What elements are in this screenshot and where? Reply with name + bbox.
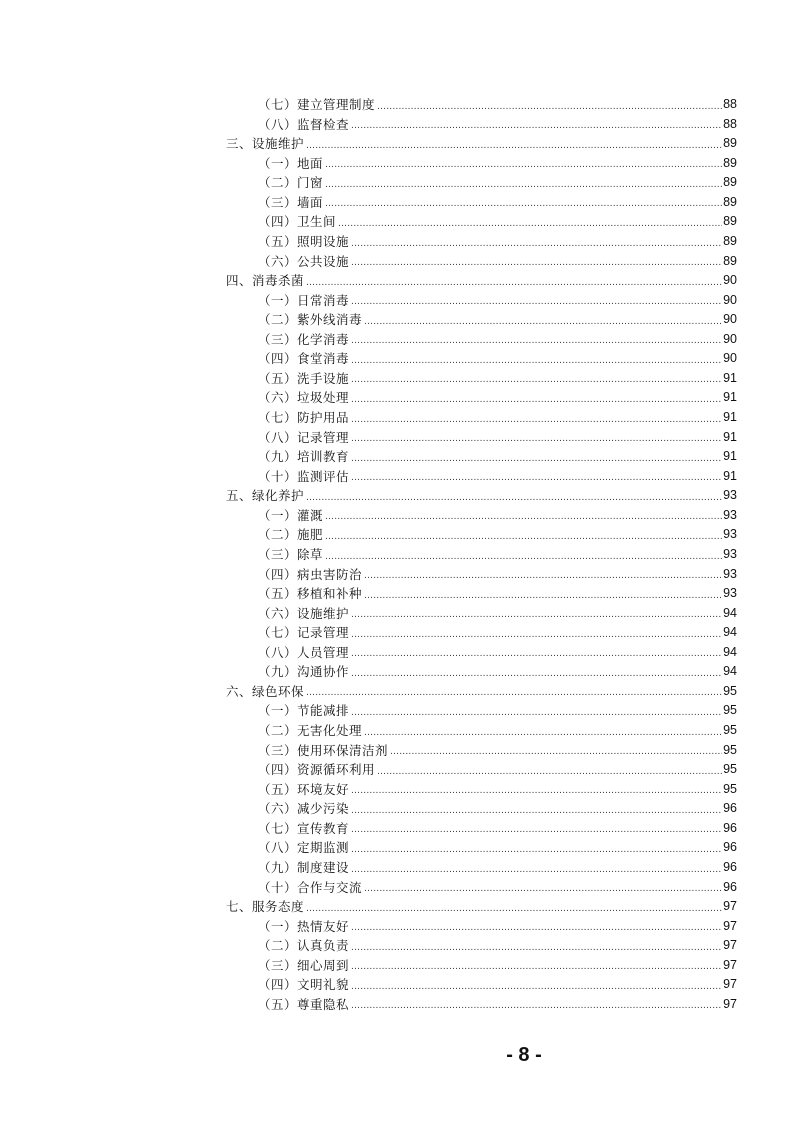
toc-entry-page: 93	[723, 546, 737, 561]
toc-entry-title: （八）记录管理	[258, 429, 350, 445]
dot-leader	[325, 510, 722, 525]
toc-entry-title: （六）垃圾处理	[258, 390, 350, 406]
toc-entry-page: 91	[723, 429, 737, 444]
dot-leader	[306, 902, 722, 917]
toc-entry-title: （八）定期监测	[258, 840, 350, 856]
dot-leader	[351, 863, 722, 878]
toc-subsection-entry[interactable]	[226, 936, 737, 956]
toc-subsection-entry[interactable]	[226, 799, 737, 819]
toc-subsection-entry[interactable]	[226, 975, 737, 995]
toc-subsection-entry[interactable]	[226, 878, 737, 898]
toc-entry-page: 91	[723, 449, 737, 464]
toc-entry-title: （六）减少污染	[258, 801, 350, 817]
dot-leader	[351, 843, 722, 858]
toc-subsection-entry[interactable]	[226, 995, 737, 1015]
dot-leader	[351, 628, 722, 643]
toc-entry-page: 97	[723, 918, 737, 933]
dot-leader	[351, 823, 722, 838]
dot-leader	[351, 373, 722, 388]
toc-entry-page: 96	[723, 879, 737, 894]
dot-leader	[351, 452, 722, 467]
toc-section-entry[interactable]	[226, 134, 737, 154]
toc-entry-page: 96	[723, 801, 737, 816]
toc-subsection-entry[interactable]	[226, 173, 737, 193]
toc-subsection-entry[interactable]	[226, 369, 737, 389]
toc-entry-page: 97	[723, 996, 737, 1011]
toc-entry-title: （九）沟通协作	[258, 664, 350, 680]
dot-leader	[351, 295, 722, 310]
toc-entry-page: 95	[723, 742, 737, 757]
toc-subsection-entry[interactable]	[226, 349, 737, 369]
dot-leader	[351, 784, 722, 799]
toc-entry-page: 93	[723, 586, 737, 601]
dot-leader	[306, 139, 722, 154]
toc-entry-page: 91	[723, 468, 737, 483]
toc-entry-title: （二）认真负责	[258, 938, 350, 954]
toc-subsection-entry[interactable]	[226, 819, 737, 839]
toc-entry-title: （五）洗手设施	[258, 370, 350, 386]
toc-subsection-entry[interactable]	[226, 858, 737, 878]
toc-subsection-entry[interactable]	[226, 447, 737, 467]
toc-entry-title: （三）使用环保清洁剂	[258, 742, 389, 758]
toc-entry-title: （六）设施维护	[258, 605, 350, 621]
toc-subsection-entry[interactable]	[226, 565, 737, 585]
toc-entry-title: （七）建立管理制度	[258, 97, 376, 112]
toc-entry-title: （五）照明设施	[258, 233, 350, 249]
toc-entry-page: 91	[723, 370, 737, 385]
toc-entry-title: （三）除草	[258, 546, 324, 562]
toc-entry-title: （七）宣传教育	[258, 820, 350, 836]
toc-entry-title: （五）环境友好	[258, 781, 350, 797]
dot-leader	[351, 334, 722, 349]
toc-subsection-entry[interactable]	[226, 917, 737, 937]
toc-entry-title: （八）人员管理	[258, 644, 350, 660]
page-number: - 8 -	[506, 1044, 542, 1066]
toc-entry-page: 95	[723, 762, 737, 777]
toc-subsection-entry[interactable]	[226, 95, 737, 115]
toc-entry-title: （五）尊重隐私	[258, 996, 350, 1012]
toc-subsection-entry[interactable]	[226, 330, 737, 350]
dot-leader	[351, 999, 722, 1014]
toc-subsection-entry[interactable]	[226, 428, 737, 448]
toc-subsection-entry[interactable]	[226, 604, 737, 624]
dot-leader	[364, 315, 722, 330]
toc-entry-page: 95	[723, 703, 737, 718]
toc-subsection-entry[interactable]	[226, 291, 737, 311]
dot-leader	[351, 256, 722, 271]
toc-entry-title: 五、绿化养护	[226, 488, 305, 504]
dot-leader	[364, 882, 722, 897]
toc-subsection-entry[interactable]	[226, 584, 737, 604]
toc-entry-title: （三）细心周到	[258, 957, 350, 973]
toc-entry-page: 93	[723, 527, 737, 542]
toc-entry-title: （四）卫生间	[258, 214, 337, 230]
dot-leader	[351, 921, 722, 936]
dot-leader	[351, 608, 722, 623]
toc-subsection-entry[interactable]	[226, 623, 737, 643]
dot-leader	[338, 217, 722, 232]
toc-subsection-entry[interactable]	[226, 193, 737, 213]
toc-entry-title: （二）紫外线消毒	[258, 312, 363, 328]
toc-entry-title: （一）地面	[258, 155, 324, 171]
toc-entry-title: （七）防护用品	[258, 410, 350, 425]
toc-entry-page: 89	[723, 175, 737, 190]
toc-entry-title: （四）文明礼貌	[258, 977, 350, 993]
dot-leader	[351, 393, 722, 408]
toc-entry-page: 91	[723, 390, 737, 405]
toc-entry-title: （九）制度建设	[258, 859, 350, 875]
toc-entry-title: （三）化学消毒	[258, 331, 350, 347]
toc-entry-page: 90	[723, 312, 737, 327]
dot-leader	[364, 726, 722, 741]
toc-entry-page: 90	[723, 273, 737, 288]
toc-entry-title: （十）合作与交流	[258, 879, 363, 895]
dot-leader	[325, 550, 722, 565]
toc-entry-page: 95	[723, 683, 737, 698]
toc-entry-title: （二）施肥	[258, 527, 324, 543]
toc-entry-title: 七、服务态度	[226, 899, 305, 915]
toc-entry-title: （一）节能减排	[258, 703, 350, 719]
dot-leader	[351, 706, 722, 721]
toc-entry-page: 93	[723, 566, 737, 581]
toc-entry-page: 95	[723, 781, 737, 796]
dot-leader	[364, 569, 722, 584]
dot-leader	[351, 119, 722, 134]
toc-subsection-entry[interactable]	[226, 662, 737, 682]
dot-leader	[351, 647, 722, 662]
toc-entry-title: （一）灌溉	[258, 507, 324, 523]
toc-entry-page: 96	[723, 840, 737, 855]
toc-entry-page: 90	[723, 292, 737, 307]
dot-leader	[351, 354, 722, 369]
toc-entry-title: （一）日常消毒	[258, 292, 350, 308]
toc-subsection-entry[interactable]	[226, 760, 737, 780]
dot-leader	[377, 100, 722, 115]
dot-leader	[377, 765, 722, 780]
toc-entry-page: 97	[723, 938, 737, 953]
toc-subsection-entry[interactable]	[226, 232, 737, 252]
toc-entry-title: （二）门窗	[258, 175, 324, 191]
toc-entry-page: 89	[723, 155, 737, 170]
toc-entry-page: 89	[723, 136, 737, 151]
toc-subsection-entry[interactable]	[226, 643, 737, 663]
toc-subsection-entry[interactable]	[226, 545, 737, 565]
toc-section-entry[interactable]	[226, 682, 737, 702]
toc-entry-page: 91	[723, 410, 737, 424]
toc-entry-page: 97	[723, 957, 737, 972]
toc-entry-title: 四、消毒杀菌	[226, 273, 305, 289]
dot-leader	[325, 178, 722, 193]
toc-section-entry[interactable]	[226, 897, 737, 917]
toc-subsection-entry[interactable]	[226, 388, 737, 408]
dot-leader	[306, 491, 722, 506]
dot-leader	[351, 237, 722, 252]
dot-leader	[325, 158, 722, 173]
toc-entry-title: （五）移植和补种	[258, 586, 363, 602]
toc-entry-page: 89	[723, 253, 737, 268]
toc-subsection-entry[interactable]	[226, 310, 737, 330]
dot-leader	[306, 686, 722, 701]
dot-leader	[364, 589, 722, 604]
dot-leader	[351, 980, 722, 995]
toc-subsection-entry[interactable]	[226, 252, 737, 272]
toc-subsection-entry[interactable]	[226, 721, 737, 741]
dot-leader	[351, 667, 722, 682]
toc-entry-title: （二）无害化处理	[258, 723, 363, 738]
toc-entry-title: （六）公共设施	[258, 253, 350, 269]
dot-leader	[351, 413, 722, 428]
dot-leader	[351, 960, 722, 975]
toc-subsection-entry[interactable]	[226, 467, 737, 487]
toc-entry-page: 94	[723, 605, 737, 620]
toc-entry-title: （十）监测评估	[258, 468, 350, 484]
toc-entry-page: 94	[723, 625, 737, 640]
toc-section-entry[interactable]	[226, 271, 737, 291]
toc-entry-page: 93	[723, 507, 737, 522]
toc-entry-page: 97	[723, 899, 737, 914]
toc-entry-page: 94	[723, 664, 737, 679]
toc-subsection-entry[interactable]	[226, 741, 737, 761]
toc-entry-title: （九）培训教育	[258, 449, 350, 465]
dot-leader	[351, 941, 722, 956]
toc-entry-title: （四）资源循环利用	[258, 762, 376, 778]
toc-subsection-entry[interactable]	[226, 506, 737, 526]
dot-leader	[351, 804, 722, 819]
toc-entry-title: （八）监督检查	[258, 116, 350, 132]
toc-entry-page: 89	[723, 233, 737, 248]
toc-entry-title: 六、绿色环保	[226, 683, 305, 699]
toc-entry-page: 89	[723, 194, 737, 209]
toc-entry-page: 90	[723, 351, 737, 366]
dot-leader	[325, 530, 722, 545]
toc-subsection-entry[interactable]	[226, 408, 737, 428]
toc-entry-page: 90	[723, 331, 737, 346]
toc-subsection-entry[interactable]	[226, 115, 737, 135]
toc-entry-title: （三）墙面	[258, 194, 324, 210]
toc-entry-page: 88	[723, 116, 737, 131]
toc-entry-page: 94	[723, 644, 737, 659]
toc-section-entry[interactable]	[226, 486, 737, 506]
toc-subsection-entry[interactable]	[226, 525, 737, 545]
dot-leader	[325, 197, 722, 212]
toc-entry-title: （一）热情友好	[258, 918, 350, 934]
toc-entry-page: 95	[723, 723, 737, 737]
toc-subsection-entry[interactable]	[226, 212, 737, 232]
dot-leader	[351, 471, 722, 486]
table-of-contents	[226, 95, 737, 1014]
toc-entry-title: （七）记录管理	[258, 625, 350, 641]
toc-subsection-entry[interactable]	[226, 780, 737, 800]
toc-subsection-entry[interactable]	[226, 701, 737, 721]
toc-entry-page: 89	[723, 214, 737, 229]
toc-entry-page: 88	[723, 97, 737, 111]
toc-entry-page: 96	[723, 820, 737, 835]
toc-subsection-entry[interactable]	[226, 838, 737, 858]
dot-leader	[351, 432, 722, 447]
toc-entry-page: 96	[723, 859, 737, 874]
toc-subsection-entry[interactable]	[226, 956, 737, 976]
dot-leader	[390, 745, 722, 760]
toc-entry-title: 三、设施维护	[226, 136, 305, 152]
toc-entry-page: 93	[723, 488, 737, 503]
toc-entry-title: （四）食堂消毒	[258, 351, 350, 367]
toc-entry-page: 97	[723, 977, 737, 992]
dot-leader	[306, 276, 722, 291]
toc-entry-title: （四）病虫害防治	[258, 566, 363, 582]
toc-subsection-entry[interactable]	[226, 154, 737, 174]
